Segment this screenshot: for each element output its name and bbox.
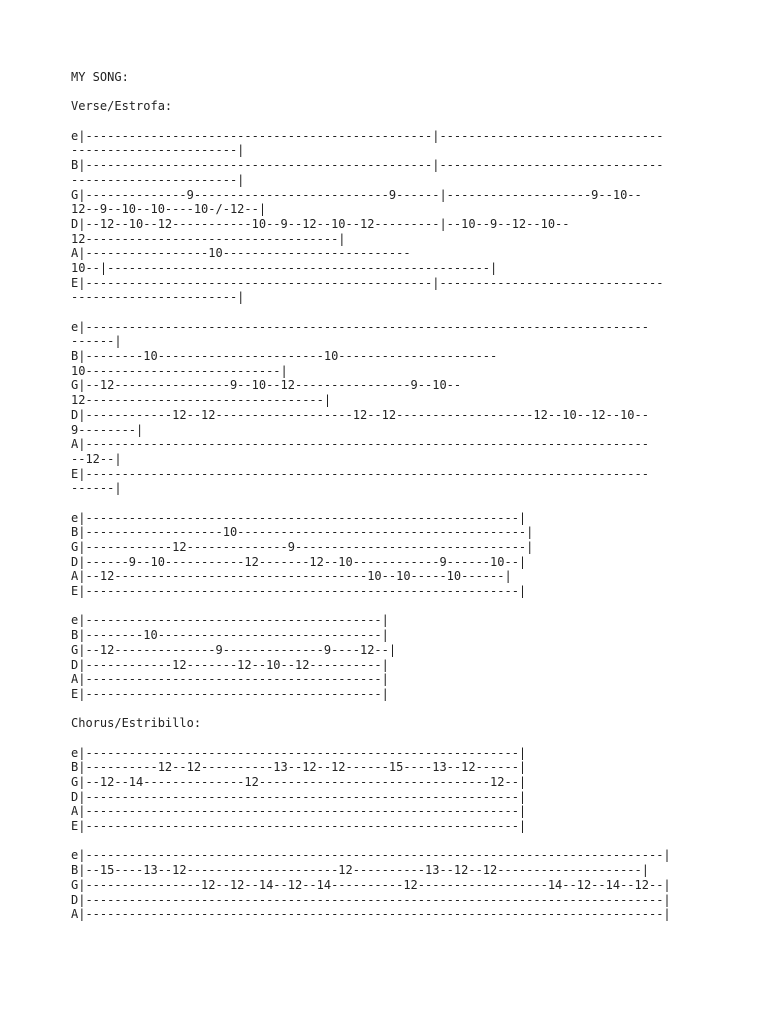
tab-block xyxy=(71,320,671,496)
tab-block xyxy=(71,511,671,599)
tab-document xyxy=(71,70,671,922)
tab-line: A|------------------------------------------------------------------------------ xyxy=(71,437,649,452)
tab-line: ------| xyxy=(71,334,122,349)
tab-line: 12-----------------------------------| xyxy=(71,231,346,246)
tab-line: -----------------------| xyxy=(71,290,245,305)
tab-line: 10---------------------------| xyxy=(71,363,288,378)
chorus-heading: Chorus/Estribillo: xyxy=(71,716,202,731)
tab-line: B|-------------------10----------------------------------------| xyxy=(71,525,534,540)
tab-line: D|------9--10-----------12-------12--10------------9------10--| xyxy=(71,554,527,569)
tab-line: D|--------------------------------------------------------------------------------| xyxy=(71,892,671,907)
tab-line: A|-----------------10-------------------------- xyxy=(71,246,411,261)
tab-block xyxy=(71,129,671,305)
tab-line: --12--| xyxy=(71,451,122,466)
chorus-tab-section xyxy=(71,746,671,922)
tab-line: e|------------------------------------------------------------| xyxy=(71,745,527,760)
tab-line: A|-----------------------------------------| xyxy=(71,672,389,687)
tab-line: e|------------------------------------------------------------| xyxy=(71,510,527,525)
tab-line: B|--------10-------------------------------| xyxy=(71,628,389,643)
tab-line: G|--12--------------9--------------9----12--| xyxy=(71,642,397,657)
tab-line: B|------------------------------------------------|------------------------------- xyxy=(71,158,664,173)
tab-line: D|--12--10--12-----------10--9--12--10--12---------|--10--9--12--10-- xyxy=(71,216,570,231)
song-title: MY SONG: xyxy=(71,70,129,84)
tab-line: ------| xyxy=(71,481,122,496)
tab-block xyxy=(71,746,671,834)
tab-line: G|------------12--------------9--------------------------------| xyxy=(71,540,534,555)
tab-block xyxy=(71,848,671,921)
tab-line: e|-----------------------------------------| xyxy=(71,613,389,628)
tab-line: D|------------------------------------------------------------| xyxy=(71,789,527,804)
tab-line: G|--12--14--------------12--------------------------------12--| xyxy=(71,775,527,790)
tab-line: A|------------------------------------------------------------| xyxy=(71,804,527,819)
tab-line: G|--12----------------9--10--12----------------9--10-- xyxy=(71,378,462,393)
tab-line: B|--------10-----------------------10---------------------- xyxy=(71,349,498,364)
tab-line: G|----------------12--12--14--12--14----------12------------------14--12--14--12--| xyxy=(71,877,671,892)
tab-line: A|--------------------------------------------------------------------------------| xyxy=(71,907,671,922)
tab-line: 12--9--10--10----10-/-12--| xyxy=(71,202,267,217)
tab-line: B|--15----13--12---------------------12----------13--12--12--------------------| xyxy=(71,863,649,878)
tab-line: E|------------------------------------------------------------------------------ xyxy=(71,466,649,481)
tab-line: -----------------------| xyxy=(71,172,245,187)
tab-line: D|------------12--12-------------------12--12-------------------12--10--12--10-- xyxy=(71,407,649,422)
tab-line: E|-----------------------------------------| xyxy=(71,686,389,701)
tab-line: G|--------------9---------------------------9------|--------------------9--10-- xyxy=(71,187,642,202)
tab-line: e|--------------------------------------------------------------------------------| xyxy=(71,848,671,863)
tab-line: E|------------------------------------------------------------| xyxy=(71,819,527,834)
tab-line: A|--12-----------------------------------10--10-----10------| xyxy=(71,569,512,584)
tab-line: 12---------------------------------| xyxy=(71,393,332,408)
tab-line: 9--------| xyxy=(71,422,144,437)
tab-line: e|------------------------------------------------|------------------------------- xyxy=(71,128,664,143)
verse-heading: Verse/Estrofa: xyxy=(71,99,173,114)
tab-line: -----------------------| xyxy=(71,143,245,158)
tab-line: E|------------------------------------------------|------------------------------- xyxy=(71,275,664,290)
tab-line: D|------------12-------12--10--12----------| xyxy=(71,657,389,672)
tab-line: E|------------------------------------------------------------| xyxy=(71,584,527,599)
tab-line: e|------------------------------------------------------------------------------ xyxy=(71,319,649,334)
tab-line: B|----------12--12----------13--12--12------15----13--12------| xyxy=(71,760,527,775)
tab-block xyxy=(71,613,671,701)
verse-tab-section xyxy=(71,129,671,702)
tab-line: 10--|-----------------------------------------------------| xyxy=(71,260,498,275)
